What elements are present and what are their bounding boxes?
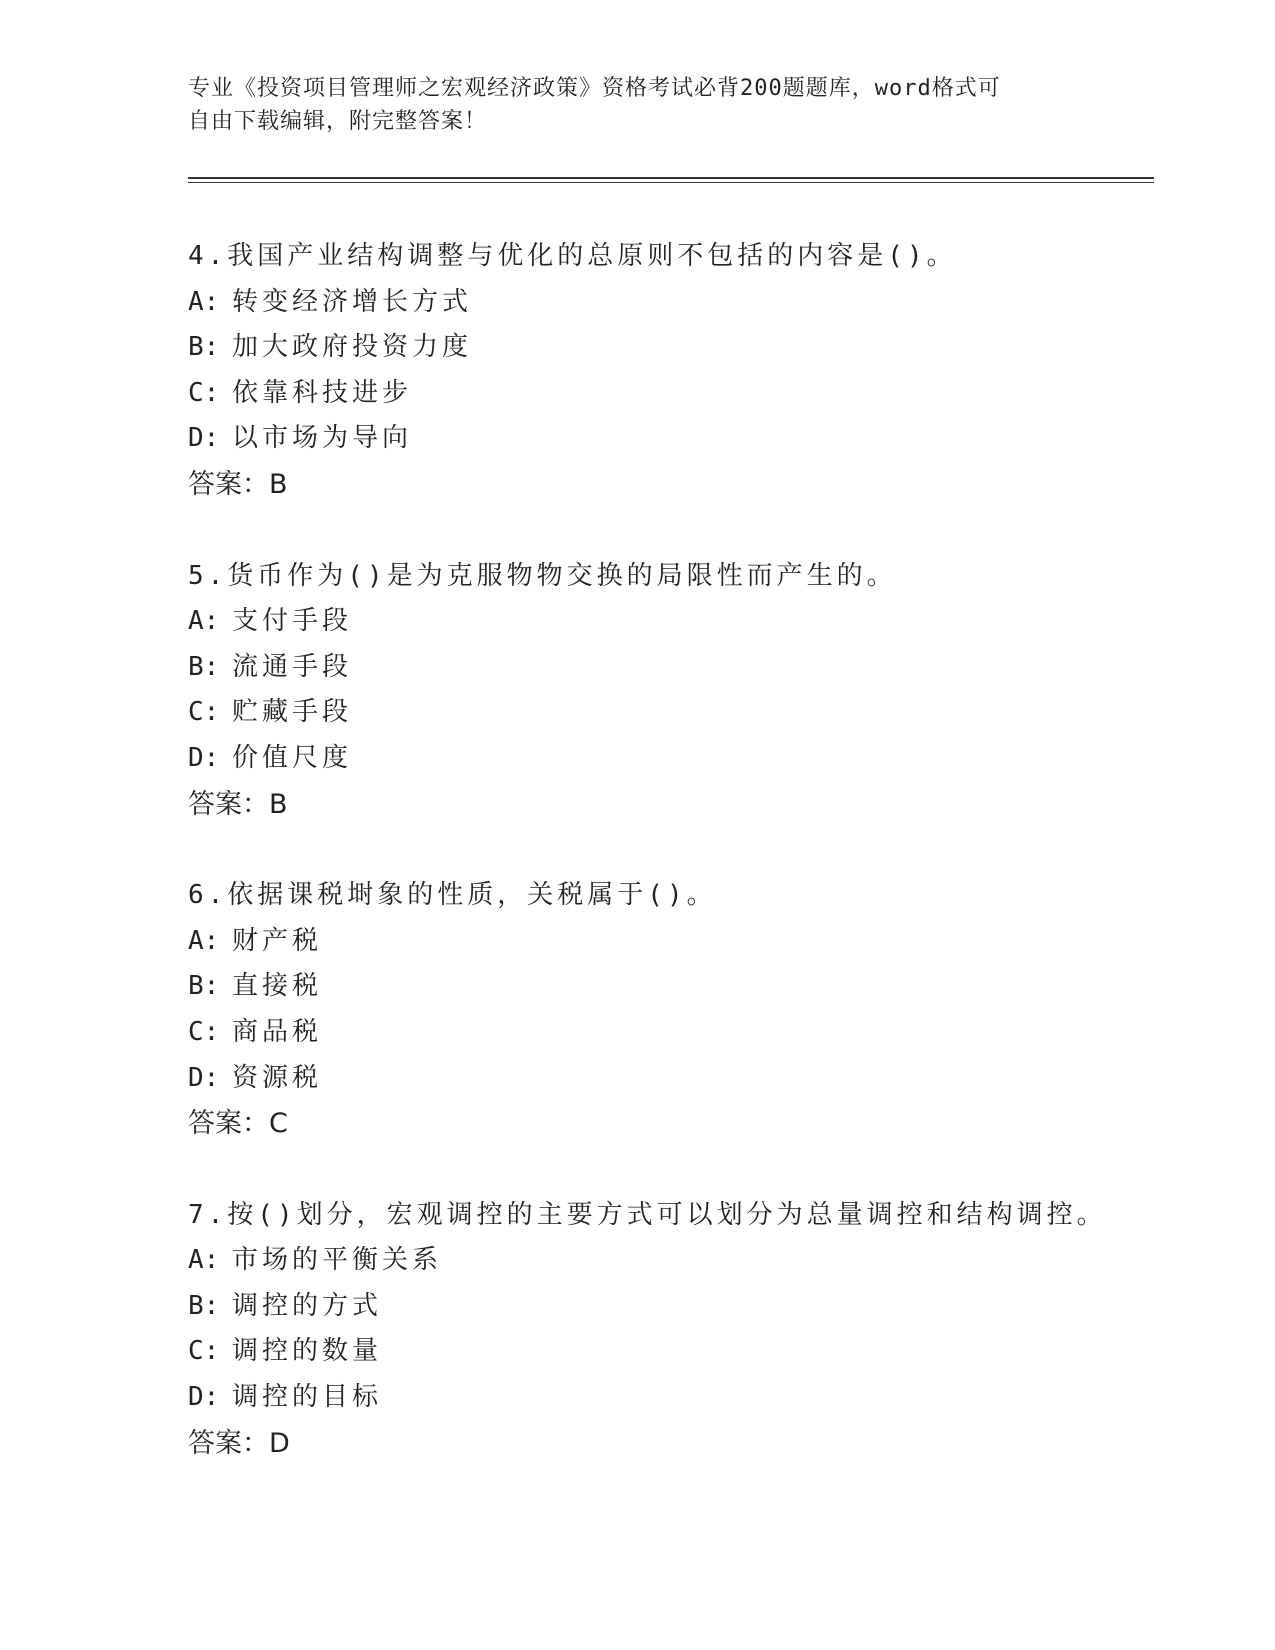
option-c bbox=[188, 690, 1148, 736]
option-letter: A: bbox=[188, 286, 220, 317]
option-letter: C: bbox=[188, 1016, 220, 1047]
option-c bbox=[188, 371, 1148, 417]
header-line-2: 自由下载编辑，附完整答案！ bbox=[188, 109, 488, 134]
option-letter: A: bbox=[188, 1245, 220, 1276]
option-b bbox=[188, 325, 1148, 371]
option-text: 调控的方式 bbox=[232, 1290, 383, 1321]
option-letter: C: bbox=[188, 697, 220, 728]
option-b bbox=[188, 645, 1148, 691]
option-text: 调控的数量 bbox=[232, 1336, 383, 1367]
header-divider-thin bbox=[188, 182, 1154, 183]
option-letter: A: bbox=[188, 606, 220, 637]
option-text: 以市场为导向 bbox=[232, 423, 413, 454]
option-text: 加大政府投资力度 bbox=[232, 332, 473, 363]
question-item bbox=[188, 554, 1148, 828]
option-letter: D: bbox=[188, 1382, 220, 1413]
option-a bbox=[188, 1238, 1148, 1284]
option-b bbox=[188, 964, 1148, 1010]
option-letter: A: bbox=[188, 925, 220, 956]
option-d bbox=[188, 1375, 1148, 1421]
option-letter: B: bbox=[188, 651, 220, 682]
option-letter: D: bbox=[188, 423, 220, 454]
option-letter: C: bbox=[188, 377, 220, 408]
option-b bbox=[188, 1284, 1148, 1330]
option-letter: D: bbox=[188, 742, 220, 773]
question-list bbox=[188, 234, 1148, 1512]
option-a bbox=[188, 919, 1148, 965]
option-text: 市场的平衡关系 bbox=[232, 1245, 443, 1276]
option-c bbox=[188, 1329, 1148, 1375]
option-text: 调控的目标 bbox=[232, 1382, 383, 1413]
option-c bbox=[188, 1010, 1148, 1056]
option-text: 流通手段 bbox=[232, 651, 353, 682]
option-text: 财产税 bbox=[232, 925, 323, 956]
option-text: 转变经济增长方式 bbox=[232, 286, 473, 317]
header-line-1: 专业《投资项目管理师之宏观经济政策》资格考试必背200题题库，word格式可 bbox=[188, 76, 1001, 101]
answer-line: 答案：D bbox=[188, 1427, 290, 1459]
option-text: 直接税 bbox=[232, 971, 323, 1002]
option-text: 资源税 bbox=[232, 1062, 323, 1093]
answer-line: 答案：B bbox=[188, 468, 288, 500]
question-stem: 5.货币作为()是为克服物物交换的局限性而产生的。 bbox=[188, 560, 897, 591]
option-text: 支付手段 bbox=[232, 606, 353, 637]
option-d bbox=[188, 1056, 1148, 1102]
question-item bbox=[188, 234, 1148, 508]
header-divider-thick bbox=[188, 177, 1154, 179]
option-letter: D: bbox=[188, 1062, 220, 1093]
question-item bbox=[188, 873, 1148, 1147]
option-text: 依靠科技进步 bbox=[232, 377, 413, 408]
answer-line: 答案：B bbox=[188, 788, 288, 820]
option-letter: C: bbox=[188, 1336, 220, 1367]
question-stem: 7.按()划分，宏观调控的主要方式可以划分为总量调控和结构调控。 bbox=[188, 1199, 1107, 1230]
option-letter: B: bbox=[188, 332, 220, 363]
option-text: 商品税 bbox=[232, 1016, 323, 1047]
document-header bbox=[188, 72, 1088, 138]
option-text: 价值尺度 bbox=[232, 742, 353, 773]
question-stem: 4.我国产业结构调整与优化的总原则不包括的内容是()。 bbox=[188, 241, 957, 271]
option-text: 贮藏手段 bbox=[232, 697, 353, 728]
answer-line: 答案：C bbox=[188, 1108, 288, 1140]
question-item bbox=[188, 1193, 1148, 1467]
option-d bbox=[188, 416, 1148, 462]
option-letter: B: bbox=[188, 971, 220, 1002]
option-letter: B: bbox=[188, 1290, 220, 1321]
option-d bbox=[188, 736, 1148, 782]
question-stem: 6.依据课税埘象的性质，关税属于()。 bbox=[188, 880, 717, 911]
option-a bbox=[188, 599, 1148, 645]
option-a bbox=[188, 280, 1148, 326]
